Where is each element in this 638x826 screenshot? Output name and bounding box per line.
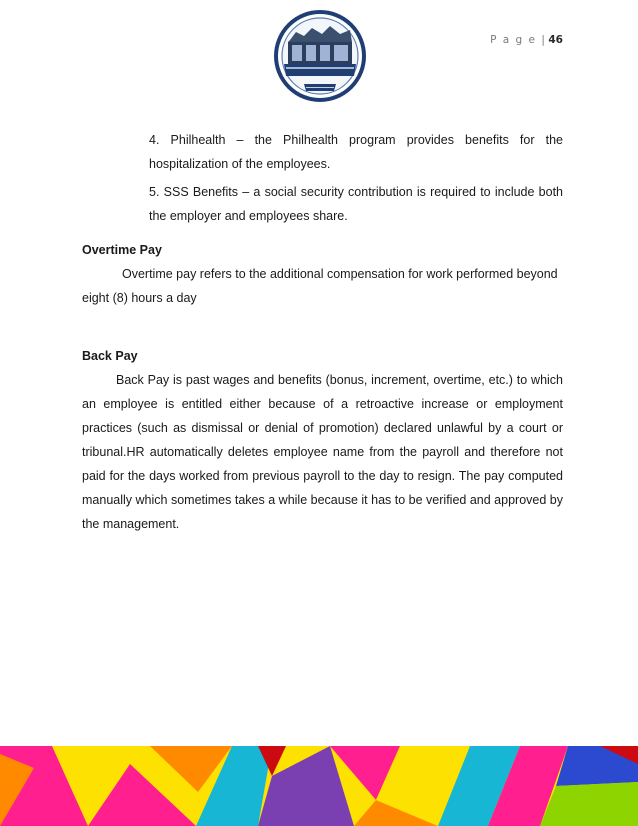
overtime-heading: Overtime Pay [82, 243, 162, 257]
school-logo-icon [270, 10, 370, 102]
overtime-text-line1: Overtime pay refers to the additional compensation for work performed beyond [122, 267, 558, 281]
page-label: P a g e [490, 34, 537, 46]
back-pay-text: Back Pay is past wages and benefits (bonus, increment, overtime, etc.) to which an employee is entitled either because of a retroactive increase or employment practices (such as dismissal or denial of promotion) declared unlawful by a court or tribunal.HR automatically deletes employee name from the payroll and therefore not paid for the days worked from previous payroll to the day to resign. The pay computed manually which sometimes takes a while because it has to be verified and approved by the management. [82, 373, 563, 531]
page-separator: | [541, 34, 547, 46]
back-pay-heading: Back Pay [82, 349, 138, 363]
overtime-text-line2: eight (8) hours a day [82, 291, 197, 305]
section-spacer [82, 310, 563, 344]
page-number [490, 34, 563, 46]
decorative-footer-banner [0, 746, 638, 826]
document-body [82, 128, 563, 536]
list-item-philhealth: 4. Philhealth – the Philhealth program provides benefits for the hospitalization of the employees. [149, 133, 563, 171]
list-item-sss: 5. SSS Benefits – a social security contribution is required to include both the employer and employees share. [149, 185, 563, 223]
page-number-value: 46 [548, 34, 563, 46]
